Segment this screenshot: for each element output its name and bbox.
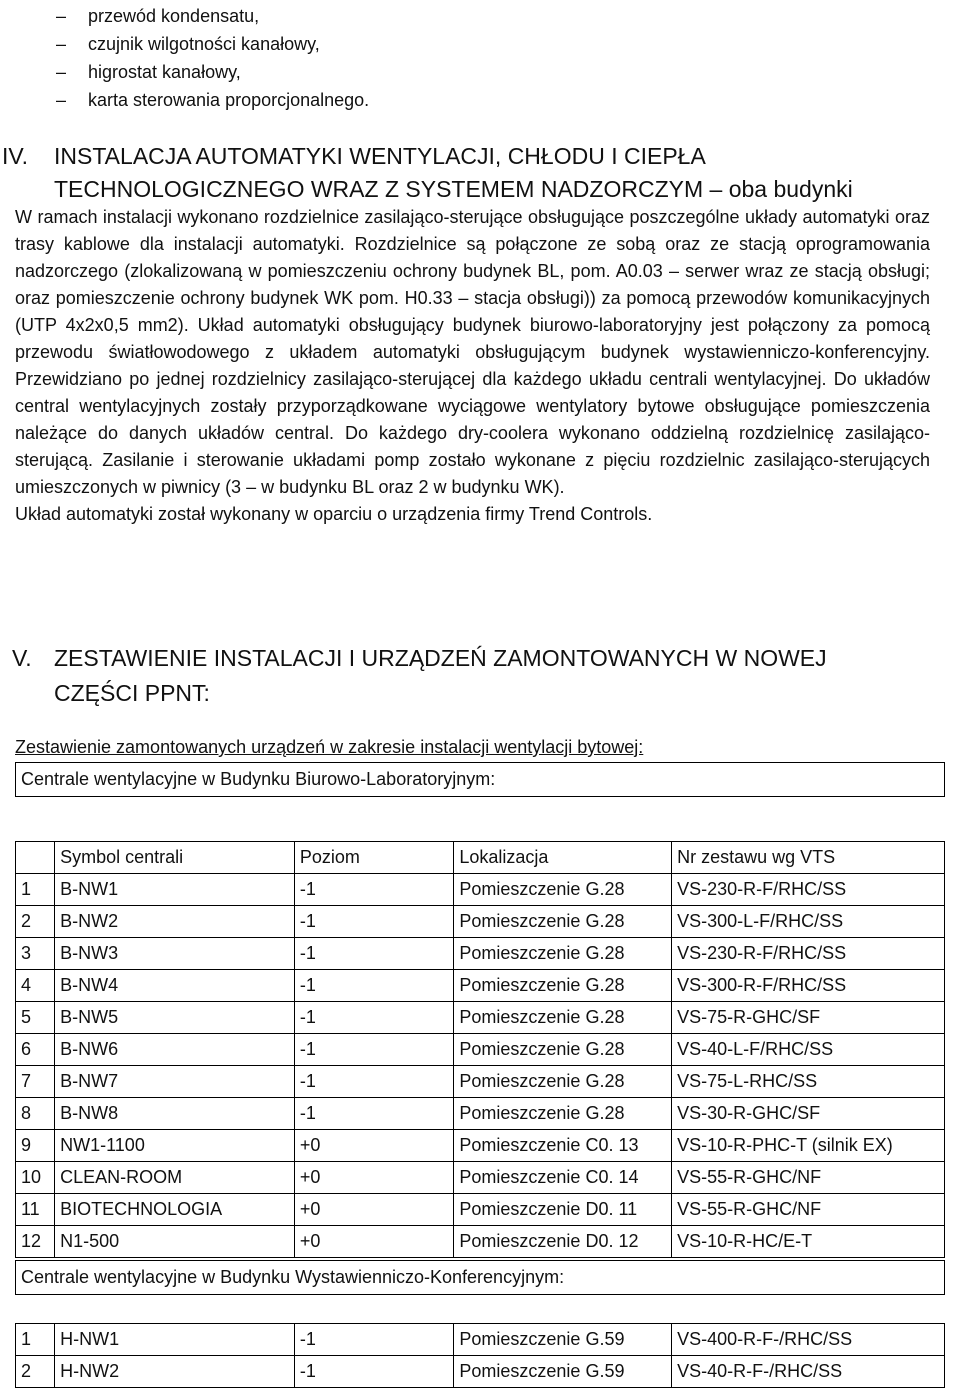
- table-caption: Centrale wentylacyjne w Budynku Biurowo-Laboratoryjnym:: [16, 763, 945, 797]
- table-cell: Pomieszczenie D0. 12: [454, 1226, 672, 1258]
- table-cell: Pomieszczenie G.28: [454, 1002, 672, 1034]
- table-cell: VS-30-R-GHC/SF: [672, 1098, 945, 1130]
- table-row: [16, 1002, 945, 1034]
- dash-icon: –: [56, 34, 67, 54]
- bullet-item: [56, 86, 369, 114]
- table-cell: -1: [294, 906, 454, 938]
- table-row: [16, 1324, 945, 1356]
- table-cell: VS-10-R-PHC-T (silnik EX): [672, 1130, 945, 1162]
- table-cell: VS-400-R-F-/RHC/SS: [672, 1324, 945, 1356]
- header-cell: Symbol centrali: [55, 842, 295, 874]
- table-cell: 2: [16, 1356, 55, 1388]
- table-cell: VS-40-L-F/RHC/SS: [672, 1034, 945, 1066]
- table-cell: +0: [294, 1226, 454, 1258]
- section-5-heading: [12, 641, 942, 711]
- bullet-item: [56, 58, 369, 86]
- section-4-number: IV.: [2, 143, 29, 169]
- table-cell: 3: [16, 938, 55, 970]
- table-cell: Pomieszczenie D0. 11: [454, 1194, 672, 1226]
- section-4-paragraph: W ramach instalacji wykonano rozdzielnice zasilająco-sterujące obsługujące poszczególne układy automatyki oraz trasy kablowe dla instalacji automatyki. Rozdzielnice są połączone ze sobą oraz ze stacją oprogramowania nadzorczego (zlokalizowaną w pomieszczeniu ochrony budynek BL, pom. A0.03 – serwer wraz ze stacją obsługi; oraz pomieszczenie ochrony budynek WK pom. H0.33 – stacja obsługi)) za pomocą przewodów komunikacyjnych (UTP 4x2x0,5 mm2). Układ automatyki obsługujący budynek biurowo-laboratoryjny jest połączony za pomocą przewodu światłowodowego z układem automatyki obsługującym budynek wystawienniczo-konferencyjny. Przewidziano po jednej rozdzielnicy zasilająco-sterującej dla każdego układu centrali wentylacyjnej. Do układów central wentylacyjnych zostały przyporządkowane wyciągowe wentylatory bytowe obsługujące pomieszczenia należące do danych układów central. Do każdego dry-coolera wykonano oddzielną rozdzielnicę zasilająco-sterującą. Zasilanie i sterowanie układami pomp zostało wykonane z pięciu rozdzielnic zasilająco-sterujących umieszczonych w piwnicy (3 – w budynku BL oraz 2 w budynku WK).: [15, 207, 930, 497]
- table-cell: VS-10-R-HC/E-T: [672, 1226, 945, 1258]
- table-caption-row: [16, 1261, 945, 1295]
- table-cell: Pomieszczenie G.28: [454, 874, 672, 906]
- section-4-title-line-2: TECHNOLOGICZNEGO WRAZ Z SYSTEMEM NADZORCZYM – oba budynki: [54, 176, 853, 202]
- table-cell: Pomieszczenie G.59: [454, 1356, 672, 1388]
- header-cell: [16, 842, 55, 874]
- table-cell: 9: [16, 1130, 55, 1162]
- table-row: [16, 1098, 945, 1130]
- table-row: [16, 1034, 945, 1066]
- bullet-text: czujnik wilgotności kanałowy,: [88, 34, 320, 54]
- table-cell: BIOTECHNOLOGIA: [55, 1194, 295, 1226]
- table-cell: B-NW3: [55, 938, 295, 970]
- ventilation-table-wk: [15, 1260, 945, 1388]
- header-cell: Nr zestawu wg VTS: [672, 842, 945, 874]
- table-header-row: [16, 842, 945, 874]
- table-cell: H-NW1: [55, 1324, 295, 1356]
- table-cell: B-NW5: [55, 1002, 295, 1034]
- table-spacer: [16, 1295, 945, 1324]
- section-5-title-line-1: ZESTAWIENIE INSTALACJI I URZĄDZEŃ ZAMONTOWANYCH W NOWEJ: [54, 645, 827, 671]
- section-4-body: [15, 204, 930, 528]
- table-cell: 1: [16, 874, 55, 906]
- table-cell: VS-75-R-GHC/SF: [672, 1002, 945, 1034]
- table-caption-row: [16, 763, 945, 797]
- table-cell: -1: [294, 1034, 454, 1066]
- header-cell: Poziom: [294, 842, 454, 874]
- section-5-number: V.: [12, 645, 32, 671]
- bullet-item: [56, 2, 369, 30]
- table-cell: B-NW8: [55, 1098, 295, 1130]
- table-cell: N1-500: [55, 1226, 295, 1258]
- table-cell: Pomieszczenie G.59: [454, 1324, 672, 1356]
- table-row: [16, 906, 945, 938]
- table-cell: 11: [16, 1194, 55, 1226]
- table-cell: +0: [294, 1194, 454, 1226]
- table-cell: -1: [294, 874, 454, 906]
- table-row: [16, 874, 945, 906]
- table-cell: VS-55-R-GHC/NF: [672, 1162, 945, 1194]
- table-cell: Pomieszczenie G.28: [454, 1066, 672, 1098]
- table-cell: Pomieszczenie C0. 13: [454, 1130, 672, 1162]
- header-cell: Lokalizacja: [454, 842, 672, 874]
- table-cell: Pomieszczenie C0. 14: [454, 1162, 672, 1194]
- table-row: [16, 970, 945, 1002]
- ventilation-table-bl: [15, 762, 945, 1258]
- table-row: [16, 1194, 945, 1226]
- table-cell: VS-300-L-F/RHC/SS: [672, 906, 945, 938]
- table-spacer: [16, 797, 945, 842]
- table-row: [16, 1066, 945, 1098]
- table-cell: +0: [294, 1130, 454, 1162]
- table-cell: VS-300-R-F/RHC/SS: [672, 970, 945, 1002]
- table-cell: -1: [294, 1324, 454, 1356]
- table-row: [16, 1356, 945, 1388]
- table-cell: VS-230-R-F/RHC/SS: [672, 938, 945, 970]
- table-cell: 1: [16, 1324, 55, 1356]
- table-cell: -1: [294, 1002, 454, 1034]
- table-cell: -1: [294, 1098, 454, 1130]
- table-cell: B-NW4: [55, 970, 295, 1002]
- table-gap-row: [16, 1295, 945, 1324]
- table-cell: VS-230-R-F/RHC/SS: [672, 874, 945, 906]
- table-cell: 12: [16, 1226, 55, 1258]
- table-cell: Pomieszczenie G.28: [454, 938, 672, 970]
- table-cell: VS-75-L-RHC/SS: [672, 1066, 945, 1098]
- bullet-text: przewód kondensatu,: [88, 6, 260, 26]
- table-cell: 2: [16, 906, 55, 938]
- dash-icon: –: [56, 90, 67, 110]
- table-cell: VS-40-R-F-/RHC/SS: [672, 1356, 945, 1388]
- section-5-title-line-2: CZĘŚCI PPNT:: [54, 680, 210, 706]
- table-cell: H-NW2: [55, 1356, 295, 1388]
- table-cell: Pomieszczenie G.28: [454, 1034, 672, 1066]
- table-cell: B-NW7: [55, 1066, 295, 1098]
- table-cell: -1: [294, 970, 454, 1002]
- table-row: [16, 1162, 945, 1194]
- table-cell: Pomieszczenie G.28: [454, 970, 672, 1002]
- table-cell: 10: [16, 1162, 55, 1194]
- dash-icon: –: [56, 62, 67, 82]
- table-cell: -1: [294, 938, 454, 970]
- table-cell: B-NW6: [55, 1034, 295, 1066]
- table-cell: +0: [294, 1162, 454, 1194]
- table-subheading: Zestawienie zamontowanych urządzeń w zakresie instalacji wentylacji bytowej:: [15, 737, 644, 757]
- table-cell: 4: [16, 970, 55, 1002]
- table-gap-row: [16, 797, 945, 842]
- table-row: [16, 1226, 945, 1258]
- bullet-text: karta sterowania proporcjonalnego.: [88, 90, 370, 110]
- table-cell: 8: [16, 1098, 55, 1130]
- bullet-item: [56, 30, 369, 58]
- table-cell: -1: [294, 1356, 454, 1388]
- table-cell: B-NW2: [55, 906, 295, 938]
- table-cell: NW1-1100: [55, 1130, 295, 1162]
- table-cell: Pomieszczenie G.28: [454, 906, 672, 938]
- table-cell: -1: [294, 1066, 454, 1098]
- table-cell: VS-55-R-GHC/NF: [672, 1194, 945, 1226]
- dash-icon: –: [56, 6, 67, 26]
- table-cell: 5: [16, 1002, 55, 1034]
- table-cell: 7: [16, 1066, 55, 1098]
- table-row: [16, 938, 945, 970]
- table-cell: CLEAN-ROOM: [55, 1162, 295, 1194]
- table-cell: 6: [16, 1034, 55, 1066]
- table-row: [16, 1130, 945, 1162]
- table-cell: Pomieszczenie G.28: [454, 1098, 672, 1130]
- table-cell: B-NW1: [55, 874, 295, 906]
- table-caption: Centrale wentylacyjne w Budynku Wystawienniczo-Konferencyjnym:: [16, 1261, 945, 1295]
- section-4-title-line-1: INSTALACJA AUTOMATYKI WENTYLACJI, CHŁODU I CIEPŁA: [54, 143, 706, 169]
- bullet-text: higrostat kanałowy,: [88, 62, 241, 82]
- section-4-paragraph-2: Układ automatyki został wykonany w oparciu o urządzenia firmy Trend Controls.: [15, 504, 653, 524]
- bullet-list: [56, 2, 369, 114]
- section-4-heading: [2, 140, 952, 206]
